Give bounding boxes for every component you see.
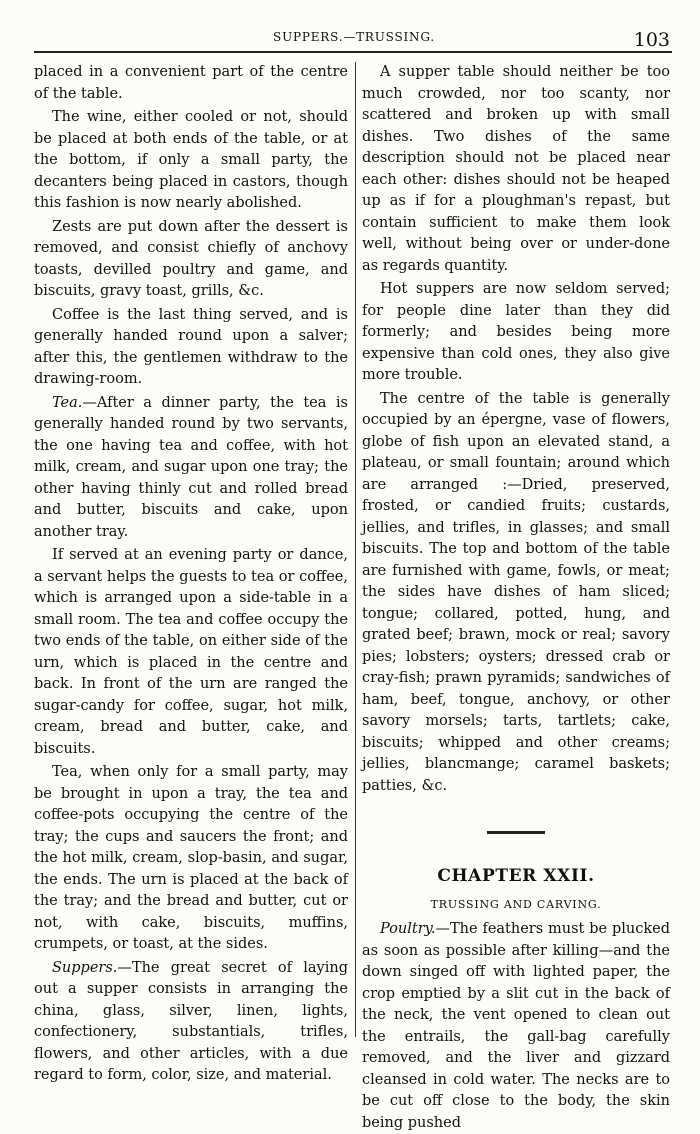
page-number: 103 [633, 29, 670, 51]
run-in-heading: Tea. [52, 394, 83, 411]
paragraph: A supper table should neither be too much crowded, nor too scanty, nor scattered and broken up with small dishes. Two dishes of the same description should not be placed near each other: dishes should not be heaped up as if for a ploughman's repast, but contain sufficient to make them look well, without being over or under-done as regards quantity. [362, 64, 670, 274]
column-divider [355, 62, 356, 1037]
paragraph-suppers: Suppers.—The great secret of laying out a supper consists in arranging the china, glass, silver, linen, lights, confectionery, substantials, trifles, flowers, and other articles, with a due regard to form, color, size, and material. [34, 959, 348, 1083]
running-title: SUPPERS.—TRUSSING. [273, 30, 435, 44]
paragraph-tea: Tea.—After a dinner party, the tea is generally handed round by two servants, the one having tea and coffee, with hot milk, cream, and sugar upon one tray; the other having thinly cut and rolled bread and butter, biscuits and cake, upon another tray. [34, 394, 348, 540]
right-column [362, 62, 670, 1134]
paragraph: The centre of the table is generally occupied by an épergne, vase of flowers, globe of fish upon an elevated stand, a plateau, or small fountain; around which are arranged :—Dried, preserved, frosted, or candied fruits; custards, jellies, and trifles, in glasses; and small biscuits. The top and bottom of the table are furnished with game, fowls, or meat; the sides have dishes of ham sliced; tongue; collared, potted, hung, and grated beef; brawn, mock or real; savory pies; lobsters; oysters; dressed crab or cray-fish; prawn pyramids; sandwiches of ham, beef, tongue, anchovy, or other savory morsels; tarts, tartlets; cake, biscuits; whipped and other creams; jellies, blancmange; caramel baskets; patties, &c. [362, 390, 670, 794]
paragraph: Tea, when only for a small party, may be brought in upon a tray, the tea and coffee-pots occupying the centre of the tray; the cups and saucers the front; and the hot milk, cream, slop-basin, and sugar, the ends. The urn is placed at the back of the tray; and the bread and butter, cut or not, with cake, biscuits, muffins, crumpets, or toast, at the sides. [34, 764, 348, 952]
chapter-title: CHAPTER XXII. [437, 866, 595, 886]
paragraph-poultry: Poultry.—The feathers must be plucked as soon as possible after killing—and the down singed off with lighted paper, the crop emptied by a slit cut in the back of the neck, the vent opened to clean out the entrails, the gall-bag carefully removed, and the liver and gizzard cleansed in cold water. The necks are to be cut off close to the body, the skin being pushed [362, 921, 670, 1131]
running-header [34, 20, 674, 50]
paragraph: Coffee is the last thing served, and is generally handed round upon a salver; after this, the gentlemen withdraw to the drawing-room. [34, 306, 348, 387]
chapter-divider [487, 831, 545, 834]
left-column [34, 62, 348, 1087]
paragraph: The wine, either cooled or not, should be placed at both ends of the table, or at the bottom, if only a small party, the decanters being placed in castors, though this fashion is now nearly abolished. [34, 109, 348, 211]
paragraph: Hot suppers are now seldom served; for people dine later than they did formerly; and besides being more expensive than cold ones, they also give more trouble. [362, 281, 670, 383]
run-in-heading: Poultry. [380, 921, 436, 937]
header-rule [34, 51, 672, 53]
run-in-heading: Suppers. [52, 959, 118, 976]
paragraph: If served at an evening party or dance, a servant helps the guests to tea or coffee, which is arranged upon a side-table in a small room. The tea and coffee occupy the two ends of the table, on either side of the urn, which is placed in the centre and back. In front of the urn are ranged the sugar-candy for coffee, sugar, hot milk, cream, bread and butter, cake, and biscuits. [34, 547, 348, 757]
paragraph: placed in a convenient part of the centre of the table. [34, 64, 348, 102]
paragraph: Zests are put down after the dessert is removed, and consist chiefly of anchovy toasts, devilled poultry and game, and biscuits, gravy toast, grills, &c. [34, 218, 348, 299]
chapter-subtitle: TRUSSING AND CARVING. [430, 897, 602, 911]
